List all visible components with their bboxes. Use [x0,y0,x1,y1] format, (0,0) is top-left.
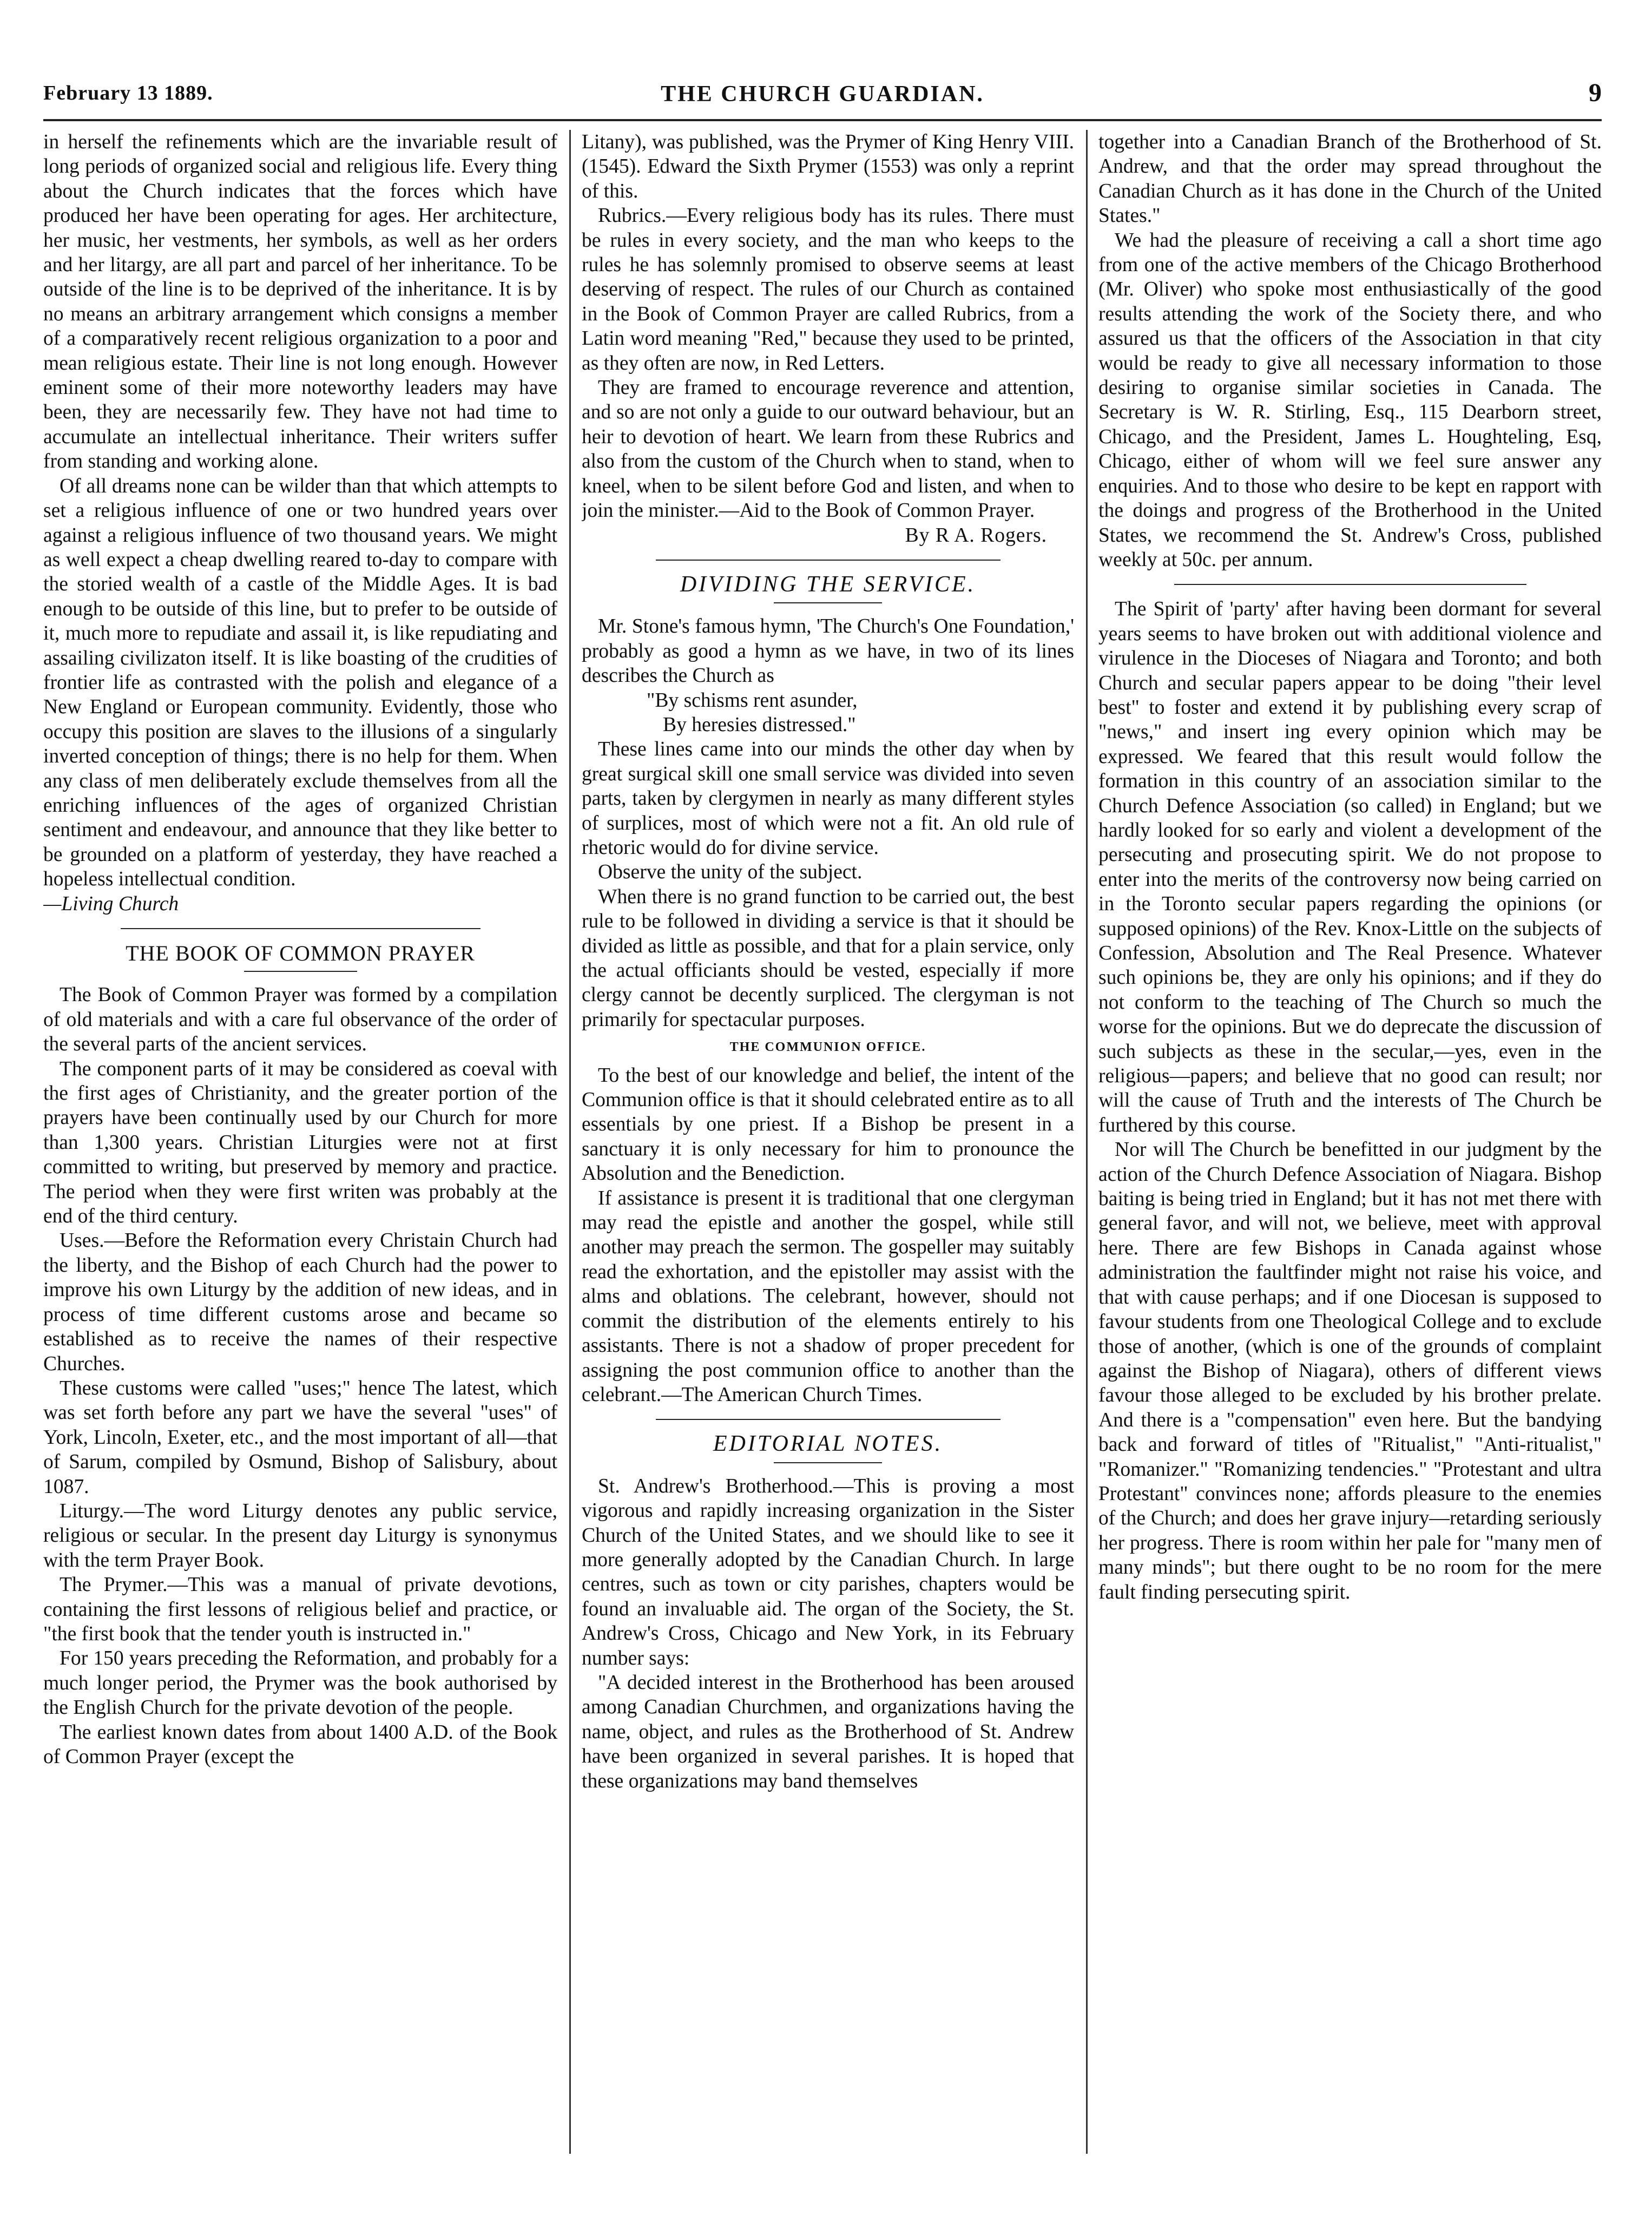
section-heading-dividing-the-service: DIVIDING THE SERVICE. [680,571,976,597]
column-divider [569,130,571,2154]
article-paragraph: Rubrics.—Every religious body has its rules. There must be rules in every society, and the man who keeps to the rules he has solemnly promised to observe seems at least deserving of respect. The rules of our Church as contained in the Book of Common Prayer are called Rubrics, from a Latin word meaning "Red," because they used to be printed, as they often are now, in Red Letters. [582,205,1074,374]
running-head [43,78,1602,119]
article-paragraph: The Spirit of 'party' after having been dormant for several years seems to have broken out with additional violence and virulence in the Dioceses of Niagara and Toronto; and both Church and secular papers appear to be doing "their level best" to foster and extend it by publishing every scrap of "news," and insert ing every opinion which may be expressed. We feared that this result would follow the formation in this country of an association similar to the Church Defence Association (so called) in England; but we hardly looked for so early and violent a development of the persecuting and prosecuting spirit. We do not propose to enter into the merits of the controversy now being carried on in the Toronto secular papers regarding the opinions (or supposed opinions) of the Rev. Knox-Little on the subjects of Confession, Absolution and The Real Presence. Whatever such opinions be, they are only his opinions; and if they do not conform to the teaching of The Church so much the worse for the opinions. But we do deprecate the discussion of such subjects as these in the secular,—yes, even in the religious—papers; and believe that no good can result; nor will the cause of Truth and the interests of The Church be furthered by this course. [1098,598,1602,1136]
article-paragraph: in herself the refinements which are the invariable result of long periods of organized social and religious life. Every thing about the Church indicates that the forces which have produced her have been operating for ages. Her architecture, her music, her vestments, her symbols, as well as her orders and her litargy, are all part and parcel of her inheritance. To be outside of the line is to be deprived of the inheritance. It is by no means an arbitrary arrangement which consigns a member of a comparatively recent religious organization to a poor and mean religious estate. Their line is not long enough. However eminent some of their more noteworthy leaders may have been, they are necessarily few. They have not had time to accumulate an intellectual inheritance. Their writers suffer from standing and working alone. [43,131,557,473]
article-paragraph: Mr. Stone's famous hymn, 'The Church's One Foundation,' probably as good a hymn as we have, in two of its lines describes the Church as [582,615,1074,687]
article-paragraph: Observe the unity of the subject. [598,861,863,884]
section-rule [656,1419,1001,1420]
header-rule [43,119,1602,121]
article-paragraph: Uses.—Before the Reformation every Christain Church had the liberty, and the Bishop of each Church had the power to improve his own Liturgy by the addition of new ideas, and in process of time different customs arose and became so established as to receive the names of their respective Churches. [43,1229,557,1375]
issue-date: February 13 1889. [43,82,213,104]
article-paragraph: St. Andrew's Brotherhood.—This is proving a most vigorous and rapidly increasing organization in the Sister Church of the United States, and we should like to see it more generally adopted by the Canadian Church. In large centres, such as town or city parishes, chapters would be found an invaluable aid. The organ of the Society, the St. Andrew's Cross, Chicago and New York, in its February number says: [582,1475,1074,1669]
heading-underline [774,1462,882,1463]
article-paragraph: Nor will The Church be benefitted in our judgment by the action of the Church Defence Association of Niagara. Bishop baiting is being tried in England; but it has not met there with general favor, and will not, we believe, meet with approval here. There are few Bishops in Canada against whose administration the faultfinder might not raise his voice, and that with cause perhaps; and if one Diocesan is supposed to favour students from one Theological College and to exclude those of another, (which is one of the grounds of complaint against the Bishop of Niagara), others of different views favour those alleged to be excluded by his brother prelate. And there is a "compensation" even here. But the bandying back and forward of titles of "Ritualist," "Anti-ritualist," "Romanizer." "Romanizing tendencies." "Protestant and ultra Protestant" convinces none; affords pleasure to the enemies of the Church; and does her grave injury—retarding seriously her progress. There is room within her pale for "many men of many minds"; but there ought to be no room for the mere fault finding persecuting spirit. [1098,1139,1602,1603]
column-divider [1086,130,1088,2154]
article-paragraph: The Book of Common Prayer was formed by a compilation of old materials and with a care ful observance of the order of the several parts of the ancient services. [43,984,557,1056]
article-paragraph: They are framed to encourage reverence and attention, and so are not only a guide to our outward behaviour, but an heir to devotion of heart. We learn from these Rubrics and also from the custom of the Church when to stand, when to kneel, when to be silent before God and listen, and when to join the minister.—Aid to the Book of Common Prayer. [582,377,1074,522]
column-1 [43,130,557,2154]
section-heading-book-of-common-prayer: THE BOOK OF COMMON PRAYER [126,941,475,965]
article-paragraph: together into a Canadian Branch of the Brotherhood of St. Andrew, and that the order may spread throughout the Canadian Church as it has done in the Church of the United States." [1098,131,1602,227]
article-paragraph: "A decided interest in the Brotherhood has been aroused among Canadian Churchmen, and organizations having the name, object, and rules as the Brotherhood of St. Andrew have been organized in several parishes. It is hoped that these organizations may band themselves [582,1671,1074,1792]
hymn-quote-line: "By schisms rent asunder, [647,689,858,712]
article-paragraph: When there is no grand function to be carried out, the best rule to be followed in dividing a service is that it should be divided as little as possible, and that for a plain service, only the actual officiants should be vested, especially if more clergy cannot be decently surpliced. The clergyman is not primarily for spectacular purposes. [582,885,1074,1031]
article-paragraph: These lines came into our minds the other day when by great surgical skill one small service was divided into seven parts, taken by clergymen in nearly as many different styles of surplices, most of which were not a fit. An old rule of rhetoric would do for divine service. [582,738,1074,859]
article-paragraph: The Prymer.—This was a manual of private devotions, containing the first lessons of religious belief and practice, or "the first book that the tender youth is instructed in." [43,1574,557,1645]
section-rule [121,928,481,929]
article-paragraph: Of all dreams none can be wilder than that which attempts to set a religious influence of one or two hundred years over against a religious influence of two thousand years. We might as well expect a cheap dwelling reared to-day to compare with the storied wealth of a castle of the Middle Ages. It is bad enough to be outside of this line, but to prefer to be outside of it, much more to repudiate and assail it, is like repudiating and assailing civilizaton itself. It is like boasting of the crudities of frontier life as contrasted with the polish and elegance of a New England or European community. Evidently, those who occupy this position are slaves to the illusions of a singularly inverted conception of things; there is no help for them. When any class of men deliberately exclude themselves from all the enriching influences of the ages of organized Christian sentiment and endeavour, and announce that they like better to be grounded on a platform of yesterday, they have reached a hopeless intellectual condition. [43,475,557,891]
article-attribution: —Living Church [43,892,179,915]
heading-underline [244,971,357,972]
column-2 [582,130,1074,2154]
column-3 [1098,130,1602,2154]
article-paragraph: To the best of our knowledge and belief, the intent of the Communion office is that it should celebrated entire as to all essentials by one priest. If a Bishop be present in a sanctuary it is only necessary for him to pronounce the Absolution and the Benediction. [582,1064,1074,1185]
section-heading-editorial-notes: EDITORIAL NOTES. [713,1431,943,1457]
page-number: 9 [1589,78,1602,107]
article-paragraph: We had the pleasure of receiving a call a short time ago from one of the active members of the Chicago Brotherhood (Mr. Oliver) who spoke most enthusiastically of the good results attending the work of the Society there, and who assured us that the officers of the Association in that city would be ready to give all necessary information to those desiring to organise similar societies in Canada. The Secretary is W. R. Stirling, Esq., 115 Dearborn street, Chicago, and the President, James L. Houghteling, Esq, Chicago, either of whom will we feel sure answer any enquiries. And to those who desire to be kept en rapport with the doings and progress of the Brotherhood in the United States, we recommend the St. Andrew's Cross, published weekly at 50c. per annum. [1098,229,1602,571]
article-paragraph: If assistance is present it is traditional that one clergyman may read the epistle and another the gospel, while still another may preach the sermon. The gospeller may suitably read the exhortation, and the epistoller may assist with the alms and oblations. The celebrant, however, should not commit the distribution of the elements entirely to his assistants. There is not a shadow of proper precedent for assigning the post communion office to another than the celebrant.—The American Church Times. [582,1187,1074,1406]
article-paragraph: Litany), was published, was the Prymer of King Henry VIII. (1545). Edward the Sixth Prymer (1553) was only a reprint of this. [582,131,1074,202]
subheading-communion-office: THE COMMUNION OFFICE. [729,1040,926,1055]
article-paragraph: These customs were called "uses;" hence The latest, which was set forth before any part we have the several "uses" of York, Lincoln, Exeter, etc., and the most important of all—that of Sarum, compiled by Osmund, Bishop of Salisbury, about 1087. [43,1377,557,1498]
heading-underline [774,602,882,603]
section-rule [1174,584,1526,585]
article-paragraph: The earliest known dates from about 1400 A.D. of the Book of Common Prayer (except the [43,1721,557,1768]
article-paragraph: Liturgy.—The word Liturgy denotes any public service, religious or secular. In the present day Liturgy is synonymus with the term Prayer Book. [43,1500,557,1571]
section-rule [656,560,1001,561]
article-signature: By R A. Rogers. [905,524,1047,547]
article-paragraph: The component parts of it may be considered as coeval with the first ages of Christianity, and the greater portion of the prayers have been continually used by our Church for more than 1,300 years. Christian Liturgies were not at first committed to writing, but preserved by memory and practice. The period when they were first writen was probably at the end of the third century. [43,1057,557,1228]
article-paragraph: For 150 years preceding the Reformation, and probably for a much longer period, the Prymer was the book authorised by the English Church for the private devotion of the people. [43,1647,557,1719]
newspaper-title: THE CHURCH GUARDIAN. [661,82,984,107]
hymn-quote-line: By heresies distressed." [663,713,856,736]
